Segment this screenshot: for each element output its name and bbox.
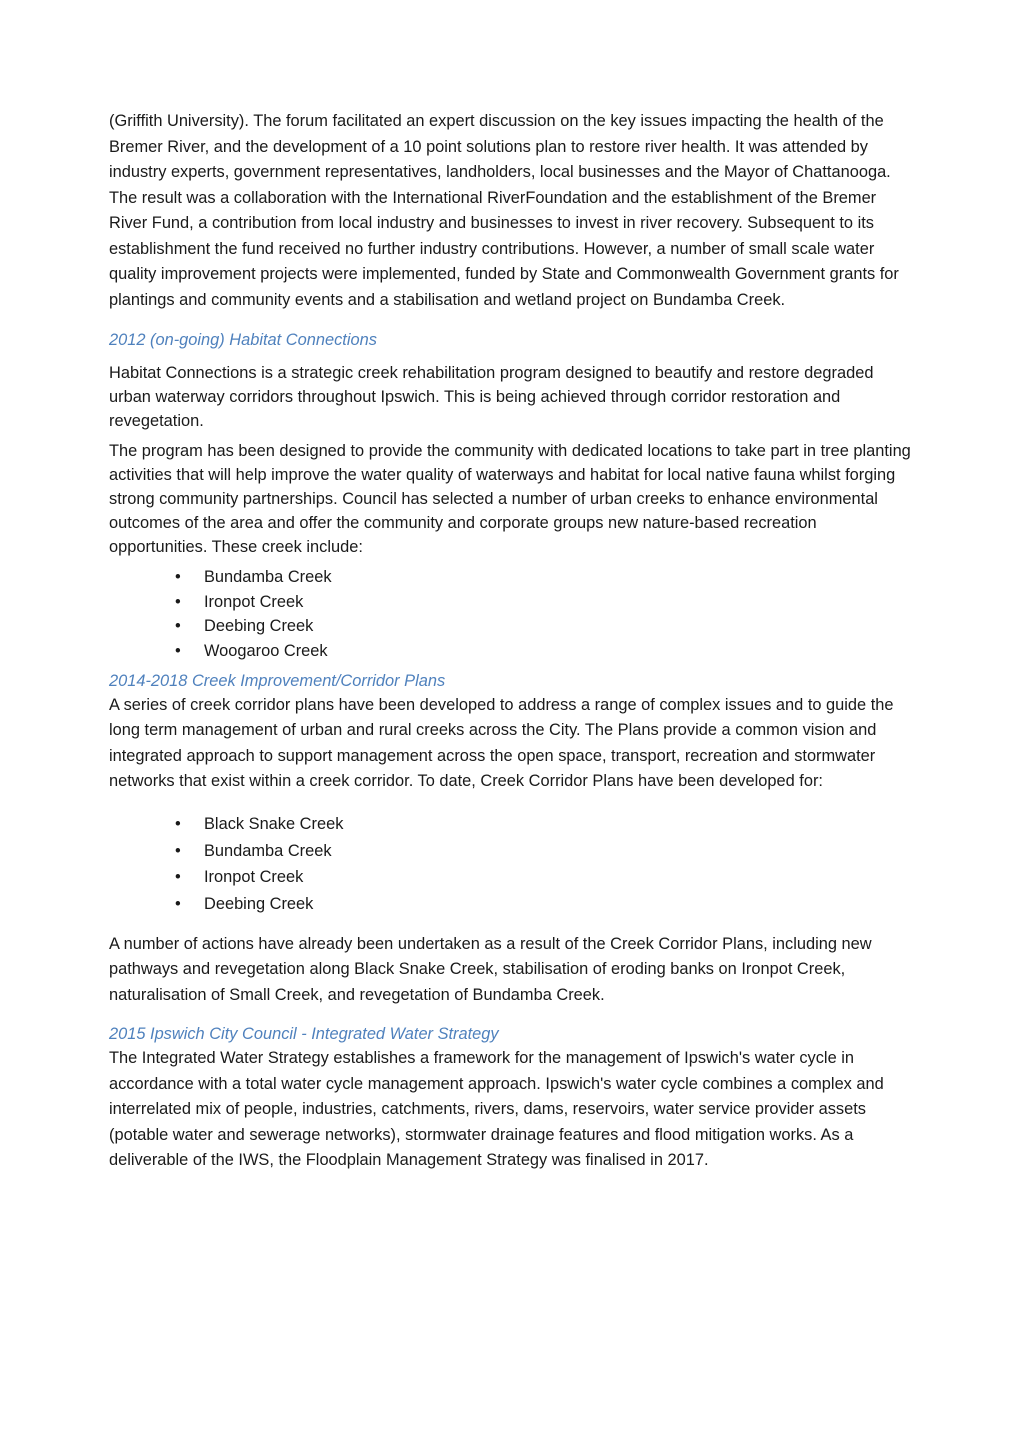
- list-item: • Black Snake Creek: [109, 811, 914, 838]
- list-item: • Ironpot Creek: [109, 590, 914, 615]
- section-heading-habitat-connections: 2012 (on-going) Habitat Connections: [109, 331, 377, 349]
- bullet-icon: •: [175, 568, 181, 586]
- habitat-creek-list: [109, 565, 914, 664]
- bullet-icon: •: [175, 814, 181, 833]
- list-item: • Woogaroo Creek: [109, 639, 914, 664]
- corridor-plans-closing-paragraph: A number of actions have already been undertaken as a result of the Creek Corridor Plans, including new pathways and revegetation along Black Snake Creek, stabilisation of eroding banks on Ironpot Creek, naturalisation of Small Creek, and revegetation of Bundamba Creek.: [109, 934, 872, 1004]
- bullet-icon: •: [175, 642, 181, 661]
- list-item: • Deebing Creek: [109, 614, 914, 639]
- habitat-paragraph-1: Habitat Connections is a strategic creek rehabilitation program designed to beautify and restore degraded urban waterway corridors throughout Ipswich. This is being achieved through corridor restoration and revegetation.: [109, 364, 874, 430]
- list-item: • Bundamba Creek: [109, 838, 914, 865]
- bullet-icon: •: [175, 592, 181, 611]
- bullet-icon: •: [175, 894, 181, 913]
- section-heading-corridor-plans: 2014-2018 Creek Improvement/Corridor Plans: [109, 671, 446, 690]
- corridor-plans-creek-list: [109, 811, 914, 918]
- bullet-icon: •: [175, 868, 181, 887]
- habitat-paragraph-2: The program has been designed to provide the community with dedicated locations to take part in tree planting activities that will help improve the water quality of waterways and habitat for local native fauna whilst forging strong community partnerships. Council has selected a number of urban creeks to enhance environmental outcomes of the area and offer the community and corporate groups new nature-based recreation opportunities. These creek include:: [109, 442, 911, 556]
- water-strategy-paragraph: The Integrated Water Strategy establishes a framework for the management of Ipswich's water cycle in accordance with a total water cycle management approach. Ipswich's water cycle combines a complex and interrelated mix of people, industries, catchments, rivers, dams, reservoirs, water service provider assets (potable water and sewerage networks), stormwater drainage features and flood mitigation works. As a deliverable of the IWS, the Floodplain Management Strategy was finalised in 2017.: [109, 1049, 884, 1170]
- list-item: • Bundamba Creek: [109, 565, 914, 590]
- section-heading-integrated-water-strategy: 2015 Ipswich City Council - Integrated Water Strategy: [109, 1025, 499, 1044]
- list-item: • Deebing Creek: [109, 891, 914, 918]
- bullet-icon: •: [175, 841, 181, 860]
- page-content: [109, 109, 914, 1174]
- intro-paragraph: (Griffith University). The forum facilitated an expert discussion on the key issues impacting the health of the Bremer River, and the development of a 10 point solutions plan to restore river health. It was attended by industry experts, government representatives, landholders, local businesses and the Mayor of Chattanooga. The result was a collaboration with the International RiverFoundation and the establishment of the Bremer River Fund, a contribution from local industry and businesses to invest in river recovery. Subsequent to its establishment the fund received no further industry contributions. However, a number of small scale water quality improvement projects were implemented, funded by State and Commonwealth Government grants for plantings and community events and a stabilisation and wetland project on Bundamba Creek.: [109, 112, 899, 309]
- list-item: • Ironpot Creek: [109, 864, 914, 891]
- bullet-icon: •: [175, 617, 181, 636]
- corridor-plans-paragraph: A series of creek corridor plans have been developed to address a range of complex issues and to guide the long term management of urban and rural creeks across the City. The Plans provide a common vision and integrated approach to support management across the open space, transport, recreation and stormwater networks that exist within a creek corridor. To date, Creek Corridor Plans have been developed for:: [109, 695, 894, 791]
